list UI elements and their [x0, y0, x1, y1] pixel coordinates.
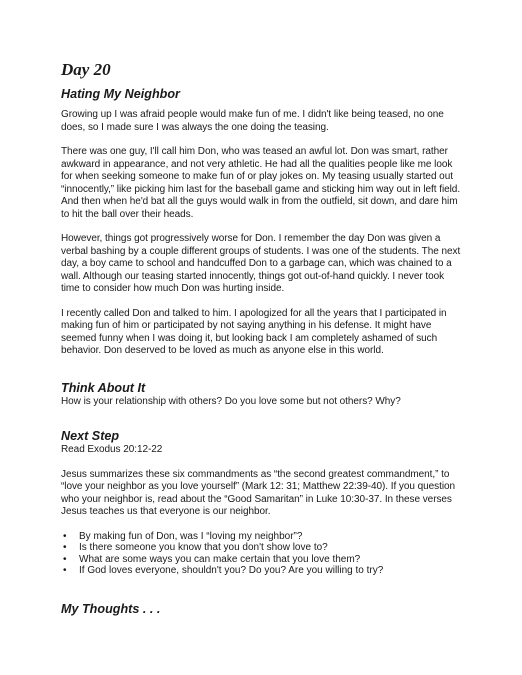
bullet-icon: •: [63, 553, 67, 565]
devotional-page: [61, 60, 461, 617]
think-about-it-heading: Think About It: [61, 380, 146, 395]
story-paragraph: There was one guy, I'll call him Don, who was teased an awful lot. Don was smart, rather awkward in appearance, and not very athletic. He had all the qualities people like me look for when seeking someone to make fun of or play jokes on. My teasing usually started out “innocently,” like picking him last for the baseball game and sticking him way out in left field. And then when he'd bat all the guys would walk in from the outfield, sit down, and dare him to hit the ball over their heads.: [61, 146, 461, 220]
list-item: [61, 531, 461, 543]
next-step-text: Jesus summarizes these six commandments as “the second greatest commandment,” to “love your neighbor as you love yourself” (Mark 12: 31; Matthew 22:39-40). If you question who your neighbor is, read about the “Good Samaritan” in Luke 10:30-37. In these verses Jesus teaches us that everyone is our neighbor.: [61, 468, 456, 517]
bullet-icon: •: [63, 530, 67, 542]
list-item: [61, 554, 461, 566]
reflection-questions-list: [61, 531, 461, 577]
bullet-icon: •: [63, 542, 67, 553]
bullet-icon: •: [63, 565, 67, 576]
story-paragraph: However, things got progressively worse for Don. I remember the day Don was given a verbal bashing by a couple different groups of students. I was one of the students. The next day, a boy came to school and handcuffed Don to a garbage can, which was chained to a wall. Although our teasing started innocently, things got out-of-hand quickly. I never took time to consider how much Don was hurting inside.: [61, 233, 461, 294]
next-step-reference: Read Exodus 20:12-22: [61, 444, 163, 455]
my-thoughts-heading: My Thoughts . . .: [61, 601, 161, 616]
list-item: [61, 565, 461, 577]
list-item: [61, 542, 461, 554]
story-title: Hating My Neighbor: [61, 87, 180, 101]
question-text: By making fun of Don, was I “loving my neighbor”?: [79, 530, 303, 542]
next-step-heading: Next Step: [61, 429, 120, 443]
question-text: What are some ways you can make certain that you love them?: [79, 553, 361, 565]
day-title: Day 20: [61, 60, 111, 79]
question-text: Is there someone you know that you don't show love to?: [79, 542, 328, 553]
think-about-it-text: How is your relationship with others? Do you love some but not others? Why?: [61, 395, 401, 407]
story-paragraph: Growing up I was afraid people would make fun of me. I didn't like being teased, no one does, so I made sure I was always the one doing the teasing.: [61, 109, 444, 133]
story-paragraph: I recently called Don and talked to him. I apologized for all the years that I participated in making fun of him or participated by not saying anything in his defense. It might have seemed funny when I was doing it, but looking back I am completely ashamed of such behavior. Don deserved to be loved as much as anyone else in this world.: [61, 307, 447, 356]
question-text: If God loves everyone, shouldn't you? Do you? Are you willing to try?: [79, 565, 384, 576]
